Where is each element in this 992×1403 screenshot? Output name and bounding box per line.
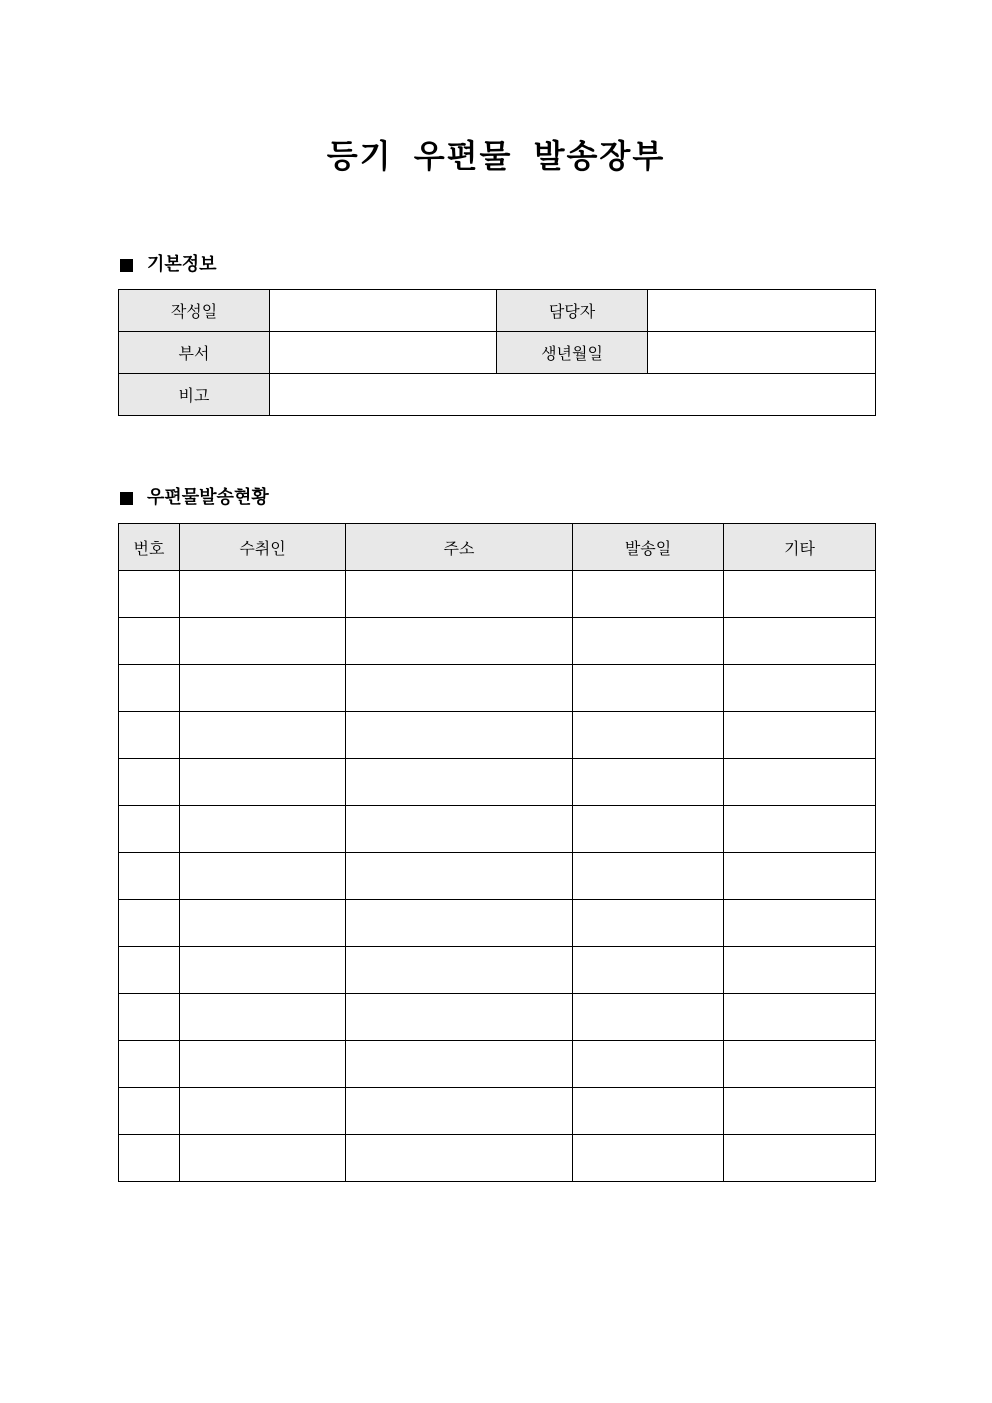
send-date-cell[interactable] — [573, 1135, 724, 1182]
other-cell[interactable] — [724, 994, 876, 1041]
section-heading-label: 우편물발송현황 — [147, 487, 269, 508]
department-field[interactable] — [270, 332, 497, 374]
address-cell[interactable] — [346, 665, 573, 712]
send-date-cell[interactable] — [573, 947, 724, 994]
number-cell[interactable] — [119, 618, 180, 665]
department-label: 부서 — [119, 332, 270, 374]
table-row — [119, 712, 876, 759]
recipient-cell[interactable] — [180, 1041, 346, 1088]
number-cell[interactable] — [119, 994, 180, 1041]
send-date-cell[interactable] — [573, 994, 724, 1041]
column-header-other: 기타 — [724, 524, 876, 571]
section-heading-label: 기본정보 — [147, 254, 217, 275]
address-cell[interactable] — [346, 712, 573, 759]
address-cell[interactable] — [346, 571, 573, 618]
recipient-cell[interactable] — [180, 1088, 346, 1135]
number-cell[interactable] — [119, 571, 180, 618]
column-header-address: 주소 — [346, 524, 573, 571]
recipient-cell[interactable] — [180, 712, 346, 759]
section-heading-mail-status — [119, 486, 269, 510]
send-date-cell[interactable] — [573, 712, 724, 759]
send-date-cell[interactable] — [573, 1088, 724, 1135]
other-cell[interactable] — [724, 665, 876, 712]
address-cell[interactable] — [346, 1088, 573, 1135]
recipient-cell[interactable] — [180, 853, 346, 900]
remarks-field[interactable] — [270, 374, 876, 416]
basic-info-table — [118, 289, 876, 416]
other-cell[interactable] — [724, 618, 876, 665]
send-date-cell[interactable] — [573, 571, 724, 618]
column-header-number: 번호 — [119, 524, 180, 571]
send-date-cell[interactable] — [573, 618, 724, 665]
table-row — [119, 571, 876, 618]
table-row — [119, 1088, 876, 1135]
number-cell[interactable] — [119, 1088, 180, 1135]
mail-status-table — [118, 523, 876, 1182]
other-cell[interactable] — [724, 571, 876, 618]
other-cell[interactable] — [724, 853, 876, 900]
send-date-cell[interactable] — [573, 900, 724, 947]
section-heading-basic-info — [119, 253, 217, 277]
square-bullet-icon — [120, 492, 133, 505]
manager-field[interactable] — [648, 290, 876, 332]
manager-label: 담당자 — [497, 290, 648, 332]
column-header-recipient: 수취인 — [180, 524, 346, 571]
table-row — [119, 1041, 876, 1088]
table-row — [119, 618, 876, 665]
address-cell[interactable] — [346, 1041, 573, 1088]
address-cell[interactable] — [346, 853, 573, 900]
address-cell[interactable] — [346, 900, 573, 947]
address-cell[interactable] — [346, 994, 573, 1041]
recipient-cell[interactable] — [180, 665, 346, 712]
document-title: 등기 우편물 발송장부 — [326, 137, 666, 175]
table-row — [119, 759, 876, 806]
table-row — [119, 947, 876, 994]
table-row — [119, 994, 876, 1041]
recipient-cell[interactable] — [180, 806, 346, 853]
other-cell[interactable] — [724, 947, 876, 994]
recipient-cell[interactable] — [180, 947, 346, 994]
column-header-send-date: 발송일 — [573, 524, 724, 571]
number-cell[interactable] — [119, 900, 180, 947]
number-cell[interactable] — [119, 1135, 180, 1182]
recipient-cell[interactable] — [180, 994, 346, 1041]
other-cell[interactable] — [724, 712, 876, 759]
number-cell[interactable] — [119, 947, 180, 994]
address-cell[interactable] — [346, 618, 573, 665]
number-cell[interactable] — [119, 665, 180, 712]
table-row — [119, 853, 876, 900]
remarks-label: 비고 — [119, 374, 270, 416]
mail-status-body — [119, 571, 876, 1182]
send-date-cell[interactable] — [573, 665, 724, 712]
other-cell[interactable] — [724, 759, 876, 806]
address-cell[interactable] — [346, 759, 573, 806]
other-cell[interactable] — [724, 806, 876, 853]
table-row — [119, 1135, 876, 1182]
number-cell[interactable] — [119, 806, 180, 853]
table-row — [119, 900, 876, 947]
number-cell[interactable] — [119, 1041, 180, 1088]
table-row — [119, 374, 876, 416]
recipient-cell[interactable] — [180, 900, 346, 947]
send-date-cell[interactable] — [573, 1041, 724, 1088]
other-cell[interactable] — [724, 1041, 876, 1088]
number-cell[interactable] — [119, 853, 180, 900]
table-row — [119, 806, 876, 853]
table-row — [119, 665, 876, 712]
table-header-row — [119, 524, 876, 571]
other-cell[interactable] — [724, 900, 876, 947]
created-date-field[interactable] — [270, 290, 497, 332]
address-cell[interactable] — [346, 806, 573, 853]
address-cell[interactable] — [346, 947, 573, 994]
address-cell[interactable] — [346, 1135, 573, 1182]
created-date-label: 작성일 — [119, 290, 270, 332]
other-cell[interactable] — [724, 1135, 876, 1182]
birth-date-field[interactable] — [648, 332, 876, 374]
recipient-cell[interactable] — [180, 1135, 346, 1182]
birth-date-label: 생년월일 — [497, 332, 648, 374]
other-cell[interactable] — [724, 1088, 876, 1135]
table-row — [119, 290, 876, 332]
send-date-cell[interactable] — [573, 806, 724, 853]
table-row — [119, 332, 876, 374]
number-cell[interactable] — [119, 712, 180, 759]
square-bullet-icon — [120, 259, 133, 272]
send-date-cell[interactable] — [573, 759, 724, 806]
send-date-cell[interactable] — [573, 853, 724, 900]
recipient-cell[interactable] — [180, 759, 346, 806]
number-cell[interactable] — [119, 759, 180, 806]
recipient-cell[interactable] — [180, 571, 346, 618]
recipient-cell[interactable] — [180, 618, 346, 665]
